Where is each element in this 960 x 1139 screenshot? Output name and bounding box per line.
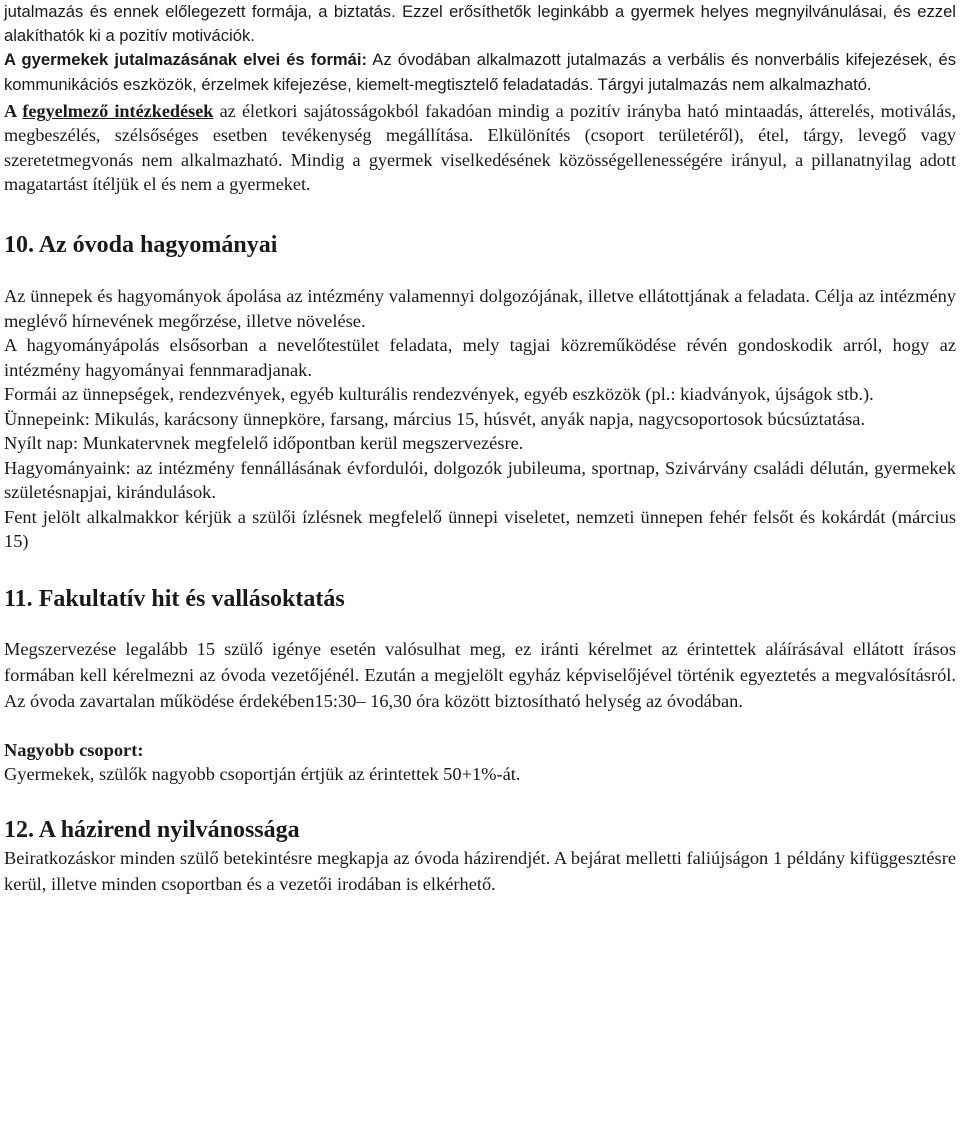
reward-principles-paragraph (4, 48, 956, 97)
discipline-lead-a: A (4, 101, 23, 121)
section-10-paragraph-6: Hagyományaink: az intézmény fennállásának évfordulói, dolgozók jubileuma, sportnap, Szivárvány családi délután, gyermekek születésnapjai, kirándulások. (4, 457, 956, 503)
reward-principles-lead: A gyermekek jutalmazásának elvei és formái: (4, 50, 368, 69)
discipline-lead-b: fegyelmező intézkedések (22, 101, 214, 121)
section-12-heading (4, 815, 956, 845)
larger-group-subheading: Nagyobb csoport: (4, 739, 144, 760)
section-10-paragraph-7: Fent jelölt alkalmakkor kérjük a szülői ízlésnek megfelelő ünnepi viseletet, nemzeti ünnepen fehér felsőt és kokárdát (március 15) (4, 506, 956, 552)
reward-continuation-paragraph: jutalmazás és ennek előlegezett formája, a biztatás. Ezzel erősíthetők leginkább a gyermek helyes megnyilvánulásai, és ezzel alakíthatók ki a pozitív motivációk. (4, 2, 956, 45)
document-page (4, 0, 956, 897)
section-10-paragraph-4: Ünnepeink: Mikulás, karácsony ünnepköre, farsang, március 15, húsvét, anyák napja, nagycsoportosok búcsúztatása. (4, 408, 866, 429)
section-11-title: Fakultatív hit és vallásoktatás (38, 585, 345, 612)
discipline-paragraph (4, 99, 956, 196)
section-10-paragraph-1: Az ünnepek és hagyományok ápolása az intézmény valamennyi dolgozójának, illetve ellátottjának a feladata. Célja az intézmény meglévő hírnevének megőrzése, illetve növelése. (4, 286, 956, 331)
section-12-number: 12. (4, 816, 34, 843)
section-10-heading (4, 230, 956, 260)
section-10-paragraph-3: Formái az ünnepségek, rendezvények, egyéb kulturális rendezvények, egyéb eszközök (pl.: kiadványok, újságok stb.). (4, 384, 874, 405)
discipline-text: az életkori sajátosságokból fakadóan mindig a pozitív irányba ható mintaadás, átterelés, motiválás, megbeszélés, szélsőséges esetben tevékenység megállítása. Elkülönítés (csoport területéről), étel, tárgy, levegő vagy szeretetmegvonás nem alkalmazható. Mindig a gyermek viselkedésének közösségellenességére irányul, a pillanatnyilag adott magatartást ítéljük el és nem a gyermeket. (4, 101, 956, 194)
section-10-paragraph-2: A hagyományápolás elsősorban a nevelőtestület feladata, mely tagjai közreműködése révén gondoskodik arról, hogy az intézmény hagyományai fennmaradjanak. (4, 335, 956, 380)
reward-principles-text: Az óvodában alkalmazott jutalmazás a verbális és nonverbális kifejezések, és kommunikációs eszközök, érzelmek kifejezése, kiemelt-megtisztelő feladatadás. Tárgyi jutalmazás nem alkalmazható. (4, 50, 956, 94)
section-10-title: Az óvoda hagyományai (38, 232, 278, 259)
section-12-title: A házirend nyilvánossága (38, 816, 300, 843)
larger-group-paragraph: Gyermekek, szülők nagyobb csoportján értjük az érintettek 50+1%-át. (4, 764, 521, 785)
section-12-paragraph: Beiratkozáskor minden szülő betekintésre megkapja az óvoda házirendjét. A bejárat melletti faliújságon 1 példány kifüggesztésre kerül, illetve minden csoportban és a vezetői irodában is elkérhető. (4, 847, 956, 894)
section-10-paragraph-5: Nyílt nap: Munkatervnek megfelelő időpontban kerül megszervezésre. (4, 433, 524, 454)
section-11-heading (4, 584, 956, 614)
section-11-number: 11. (4, 585, 33, 612)
section-11-paragraph: Megszervezése legalább 15 szülő igénye esetén valósulhat meg, ez iránti kérelmet az érintettek aláírásával ellátott írásos formában kell kérelmezni az óvoda vezetőjénél. Ezután a megjelölt egyház képviselőjével történik egyeztetés a megvalósításról. Az óvoda zavartalan működése érdekében15:30– 16,30 óra között biztosítható helység az óvodában. (4, 638, 956, 711)
section-10-number: 10. (4, 232, 34, 259)
